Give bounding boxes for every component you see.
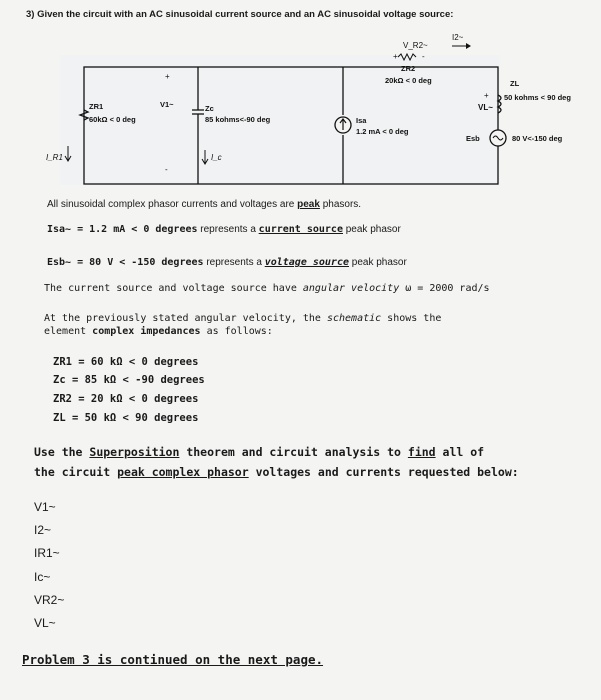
svg-text:-: - bbox=[165, 165, 168, 174]
omega-line: The current source and voltage source have angular velocity ω = 2000 rad/s bbox=[44, 283, 490, 294]
requested-vl: VL~ bbox=[34, 616, 56, 630]
impedance-zr2: ZR2 = 20 kΩ < 0 degrees bbox=[53, 393, 199, 405]
vl-label: VL~ bbox=[478, 103, 493, 112]
zr1-value: 60kΩ < 0 deg bbox=[89, 115, 136, 124]
phasor-note: All sinusoidal complex phasor currents and voltages are peak phasors. bbox=[47, 199, 362, 210]
impedance-zr1: ZR1 = 60 kΩ < 0 degrees bbox=[53, 356, 199, 368]
svg-text:+: + bbox=[165, 72, 170, 81]
i2-label: I2~ bbox=[452, 33, 464, 42]
zc-label: Zc bbox=[205, 104, 214, 113]
v1-label: V1~ bbox=[160, 100, 174, 109]
instruction-line-1: Use the Superposition theorem and circuit analysis to find all of bbox=[34, 445, 485, 459]
esb-line: Esb~ = 80 V < -150 degrees represents a voltage source peak phasor bbox=[47, 257, 407, 268]
zl-value: 50 kohms < 90 deg bbox=[504, 93, 571, 102]
requested-ir1: IR1~ bbox=[34, 546, 60, 560]
stated-line-2: element complex impedances as follows: bbox=[44, 326, 273, 337]
ir1-label: I_R1 bbox=[46, 153, 63, 162]
impedance-zl: ZL = 50 kΩ < 90 degrees bbox=[53, 412, 199, 424]
esb-label: Esb bbox=[466, 134, 480, 143]
esb-value: 80 V<-150 deg bbox=[512, 134, 563, 143]
isa-label: Isa bbox=[356, 116, 367, 125]
svg-text:+: + bbox=[484, 91, 489, 100]
problem-title: 3) Given the circuit with an AC sinusoidal current source and an AC sinusoidal voltage source: bbox=[26, 9, 454, 20]
instruction-line-2: the circuit peak complex phasor voltages and currents requested below: bbox=[34, 465, 519, 479]
continued-note: Problem 3 is continued on the next page. bbox=[22, 652, 324, 667]
requested-vr2: VR2~ bbox=[34, 593, 65, 607]
zr1-label: ZR1 bbox=[89, 102, 104, 111]
stated-line-1: At the previously stated angular velocity, the schematic shows the bbox=[44, 313, 442, 324]
isa-value: 1.2 mA < 0 deg bbox=[356, 127, 409, 136]
requested-v1: V1~ bbox=[34, 500, 56, 514]
requested-i2: I2~ bbox=[34, 523, 52, 537]
ic-label: I_c bbox=[211, 153, 222, 162]
zc-value: 85 kohms<-90 deg bbox=[205, 115, 271, 124]
svg-text:+: + bbox=[393, 52, 398, 61]
svg-text:-: - bbox=[422, 52, 425, 61]
requested-ic: Ic~ bbox=[34, 570, 51, 584]
isa-line: Isa~ = 1.2 mA < 0 degrees represents a current source peak phasor bbox=[47, 224, 401, 235]
circuit-schematic bbox=[0, 0, 601, 200]
impedance-zc: Zc = 85 kΩ < -90 degrees bbox=[53, 374, 205, 386]
zl-label: ZL bbox=[510, 79, 520, 88]
vr2-label: V_R2~ bbox=[403, 41, 428, 50]
zr2-label: ZR2 bbox=[401, 64, 416, 73]
zr2-value: 20kΩ < 0 deg bbox=[385, 76, 432, 85]
